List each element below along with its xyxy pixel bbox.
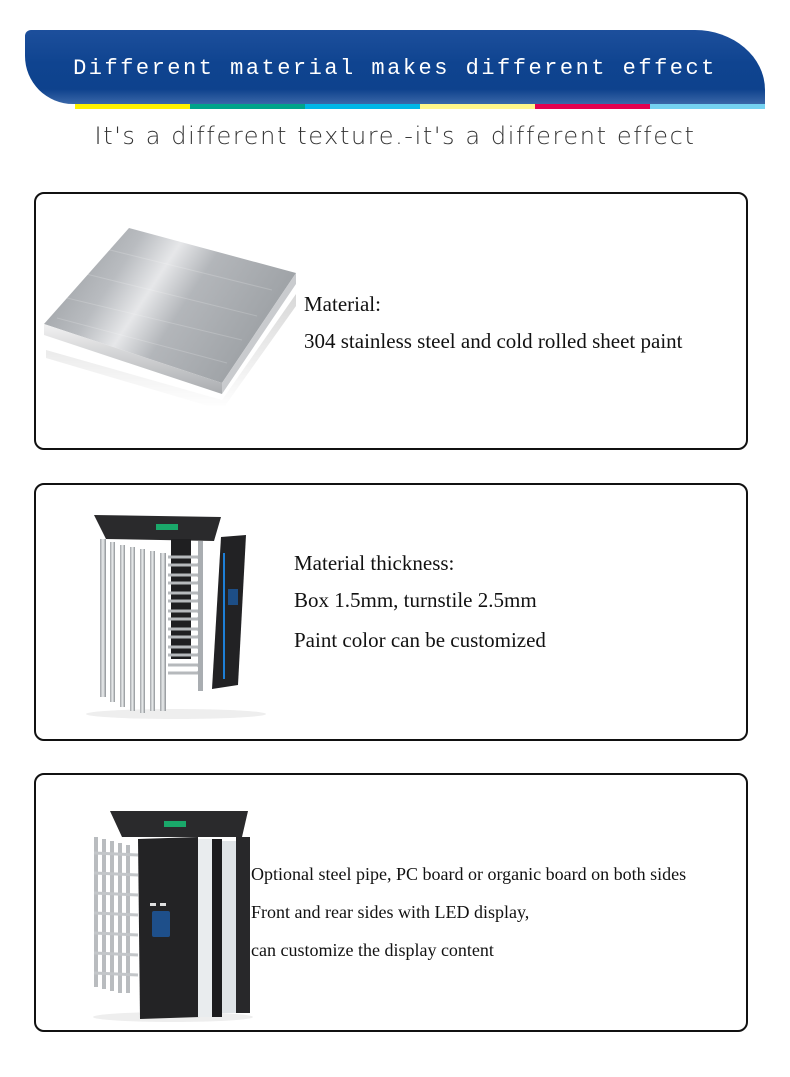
panel-options-card	[34, 773, 748, 1032]
led-display-line: Front and rear sides with LED display,	[251, 902, 530, 922]
enclosed-turnstile-image	[88, 805, 258, 1023]
stripe-light-blue	[650, 104, 765, 109]
color-stripes	[75, 104, 765, 109]
material-card	[34, 192, 748, 450]
stripe-crimson	[535, 104, 650, 109]
thickness-card	[34, 483, 748, 741]
material-label: Material:	[304, 292, 381, 316]
material-value: 304 stainless steel and cold rolled sheet paint	[304, 329, 683, 353]
material-description	[304, 286, 683, 360]
display-custom-line: can customize the display content	[251, 940, 494, 960]
thickness-value: Box 1.5mm, turnstile 2.5mm	[294, 588, 537, 612]
stripe-teal	[190, 104, 305, 109]
stripe-pale-yellow	[420, 104, 535, 109]
plate-top	[44, 228, 296, 383]
stripe-cyan	[305, 104, 420, 109]
full-height-turnstile-image	[76, 509, 276, 719]
side-panel	[212, 535, 246, 689]
panel-options-description	[251, 855, 686, 969]
panel-options-line: Optional steel pipe, PC board or organic board on both sides	[251, 864, 687, 884]
stripe-yellow	[75, 104, 190, 109]
stainless-steel-plate-image	[42, 228, 298, 406]
header-banner	[25, 30, 765, 104]
thickness-description	[294, 545, 546, 655]
thickness-label: Material thickness:	[294, 551, 455, 575]
subtitle: It's a different texture.-it's a different effect	[94, 122, 696, 150]
banner-title: Different material makes different effect	[73, 56, 717, 81]
paint-note: Paint color can be customized	[294, 628, 546, 652]
